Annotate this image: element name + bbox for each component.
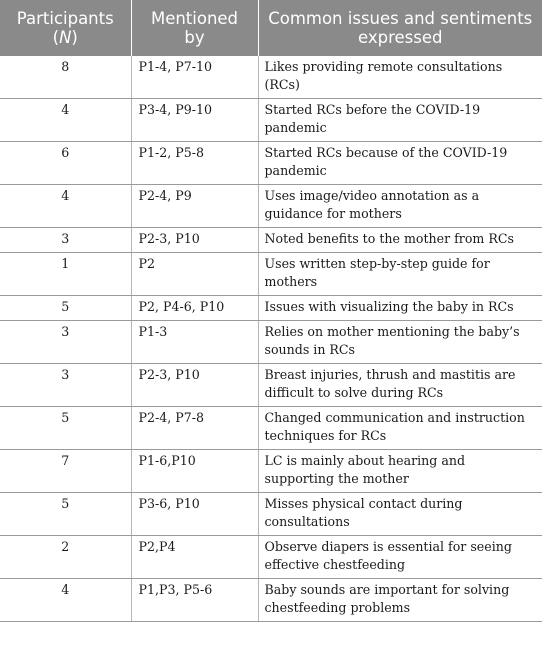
table-body — [0, 56, 542, 622]
issue-text: Issues with visualizing the baby in RCs — [258, 296, 542, 321]
participants-symbol: N — [59, 28, 72, 47]
participants-count: 5 — [0, 296, 131, 321]
issues-line2: expressed — [358, 28, 443, 47]
issue-text: LC is mainly about hearing and supporting the mother — [258, 450, 542, 493]
table-row — [0, 407, 542, 450]
mentioned-by: P2 — [131, 253, 258, 296]
participants-count: 8 — [0, 56, 131, 99]
mentioned-by: P1,P3, P5-6 — [131, 579, 258, 622]
table-row — [0, 253, 542, 296]
mentioned-by: P2-4, P7-8 — [131, 407, 258, 450]
participants-label: Participants — [16, 9, 114, 28]
issue-text: Started RCs because of the COVID-19 pandemic — [258, 142, 542, 185]
table-row — [0, 185, 542, 228]
issue-text: Noted benefits to the mother from RCs — [258, 228, 542, 253]
participants-count: 7 — [0, 450, 131, 493]
issue-text: Likes providing remote consultations (RCs) — [258, 56, 542, 99]
participants-count: 4 — [0, 185, 131, 228]
participants-header: Participants (N) — [0, 0, 131, 56]
mentioned-line1: Mentioned — [150, 9, 239, 28]
issue-text: Breast injuries, thrush and mastitis are difficult to solve during RCs — [258, 364, 542, 407]
table-row — [0, 228, 542, 253]
issue-text: Misses physical contact during consultations — [258, 493, 542, 536]
participants-count: 3 — [0, 321, 131, 364]
issues-line1: Common issues and sentiments — [268, 9, 533, 28]
table-row — [0, 450, 542, 493]
participants-count: 6 — [0, 142, 131, 185]
mentioned-by: P1-6,P10 — [131, 450, 258, 493]
table-header — [0, 0, 542, 56]
header-row — [0, 0, 542, 56]
mentioned-by: P2, P4-6, P10 — [131, 296, 258, 321]
mentioned-by: P2-3, P10 — [131, 364, 258, 407]
participants-count: 4 — [0, 579, 131, 622]
mentioned-by: P2-4, P9 — [131, 185, 258, 228]
table-row — [0, 493, 542, 536]
issue-text: Started RCs before the COVID-19 pandemic — [258, 99, 542, 142]
issue-text: Observe diapers is essential for seeing effective chestfeeding — [258, 536, 542, 579]
table-row — [0, 579, 542, 622]
participants-count: 1 — [0, 253, 131, 296]
table-row — [0, 142, 542, 185]
table-row — [0, 99, 542, 142]
table-row — [0, 56, 542, 99]
mentioned-by: P2-3, P10 — [131, 228, 258, 253]
mentioned-by: P3-6, P10 — [131, 493, 258, 536]
issues-header — [258, 0, 542, 56]
participants-count: 2 — [0, 536, 131, 579]
mentioned-by: P2,P4 — [131, 536, 258, 579]
issue-text: Uses image/video annotation as a guidance for mothers — [258, 185, 542, 228]
table-row — [0, 321, 542, 364]
participants-count: 5 — [0, 493, 131, 536]
mentioned-by: P1-3 — [131, 321, 258, 364]
participants-count: 5 — [0, 407, 131, 450]
participants-count: 3 — [0, 228, 131, 253]
table-row — [0, 296, 542, 321]
issue-text: Baby sounds are important for solving chestfeeding problems — [258, 579, 542, 622]
issue-text: Changed communication and instruction techniques for RCs — [258, 407, 542, 450]
mentioned-line2: by — [184, 28, 205, 47]
mentioned-by: P3-4, P9-10 — [131, 99, 258, 142]
mentioned-by: P1-4, P7-10 — [131, 56, 258, 99]
mentioned-by-header — [131, 0, 258, 56]
mentioned-by: P1-2, P5-8 — [131, 142, 258, 185]
issue-text: Uses written step-by-step guide for mothers — [258, 253, 542, 296]
participants-count: 3 — [0, 364, 131, 407]
participants-count: 4 — [0, 99, 131, 142]
issue-text: Relies on mother mentioning the baby’s sounds in RCs — [258, 321, 542, 364]
table-row — [0, 536, 542, 579]
table-row — [0, 364, 542, 407]
